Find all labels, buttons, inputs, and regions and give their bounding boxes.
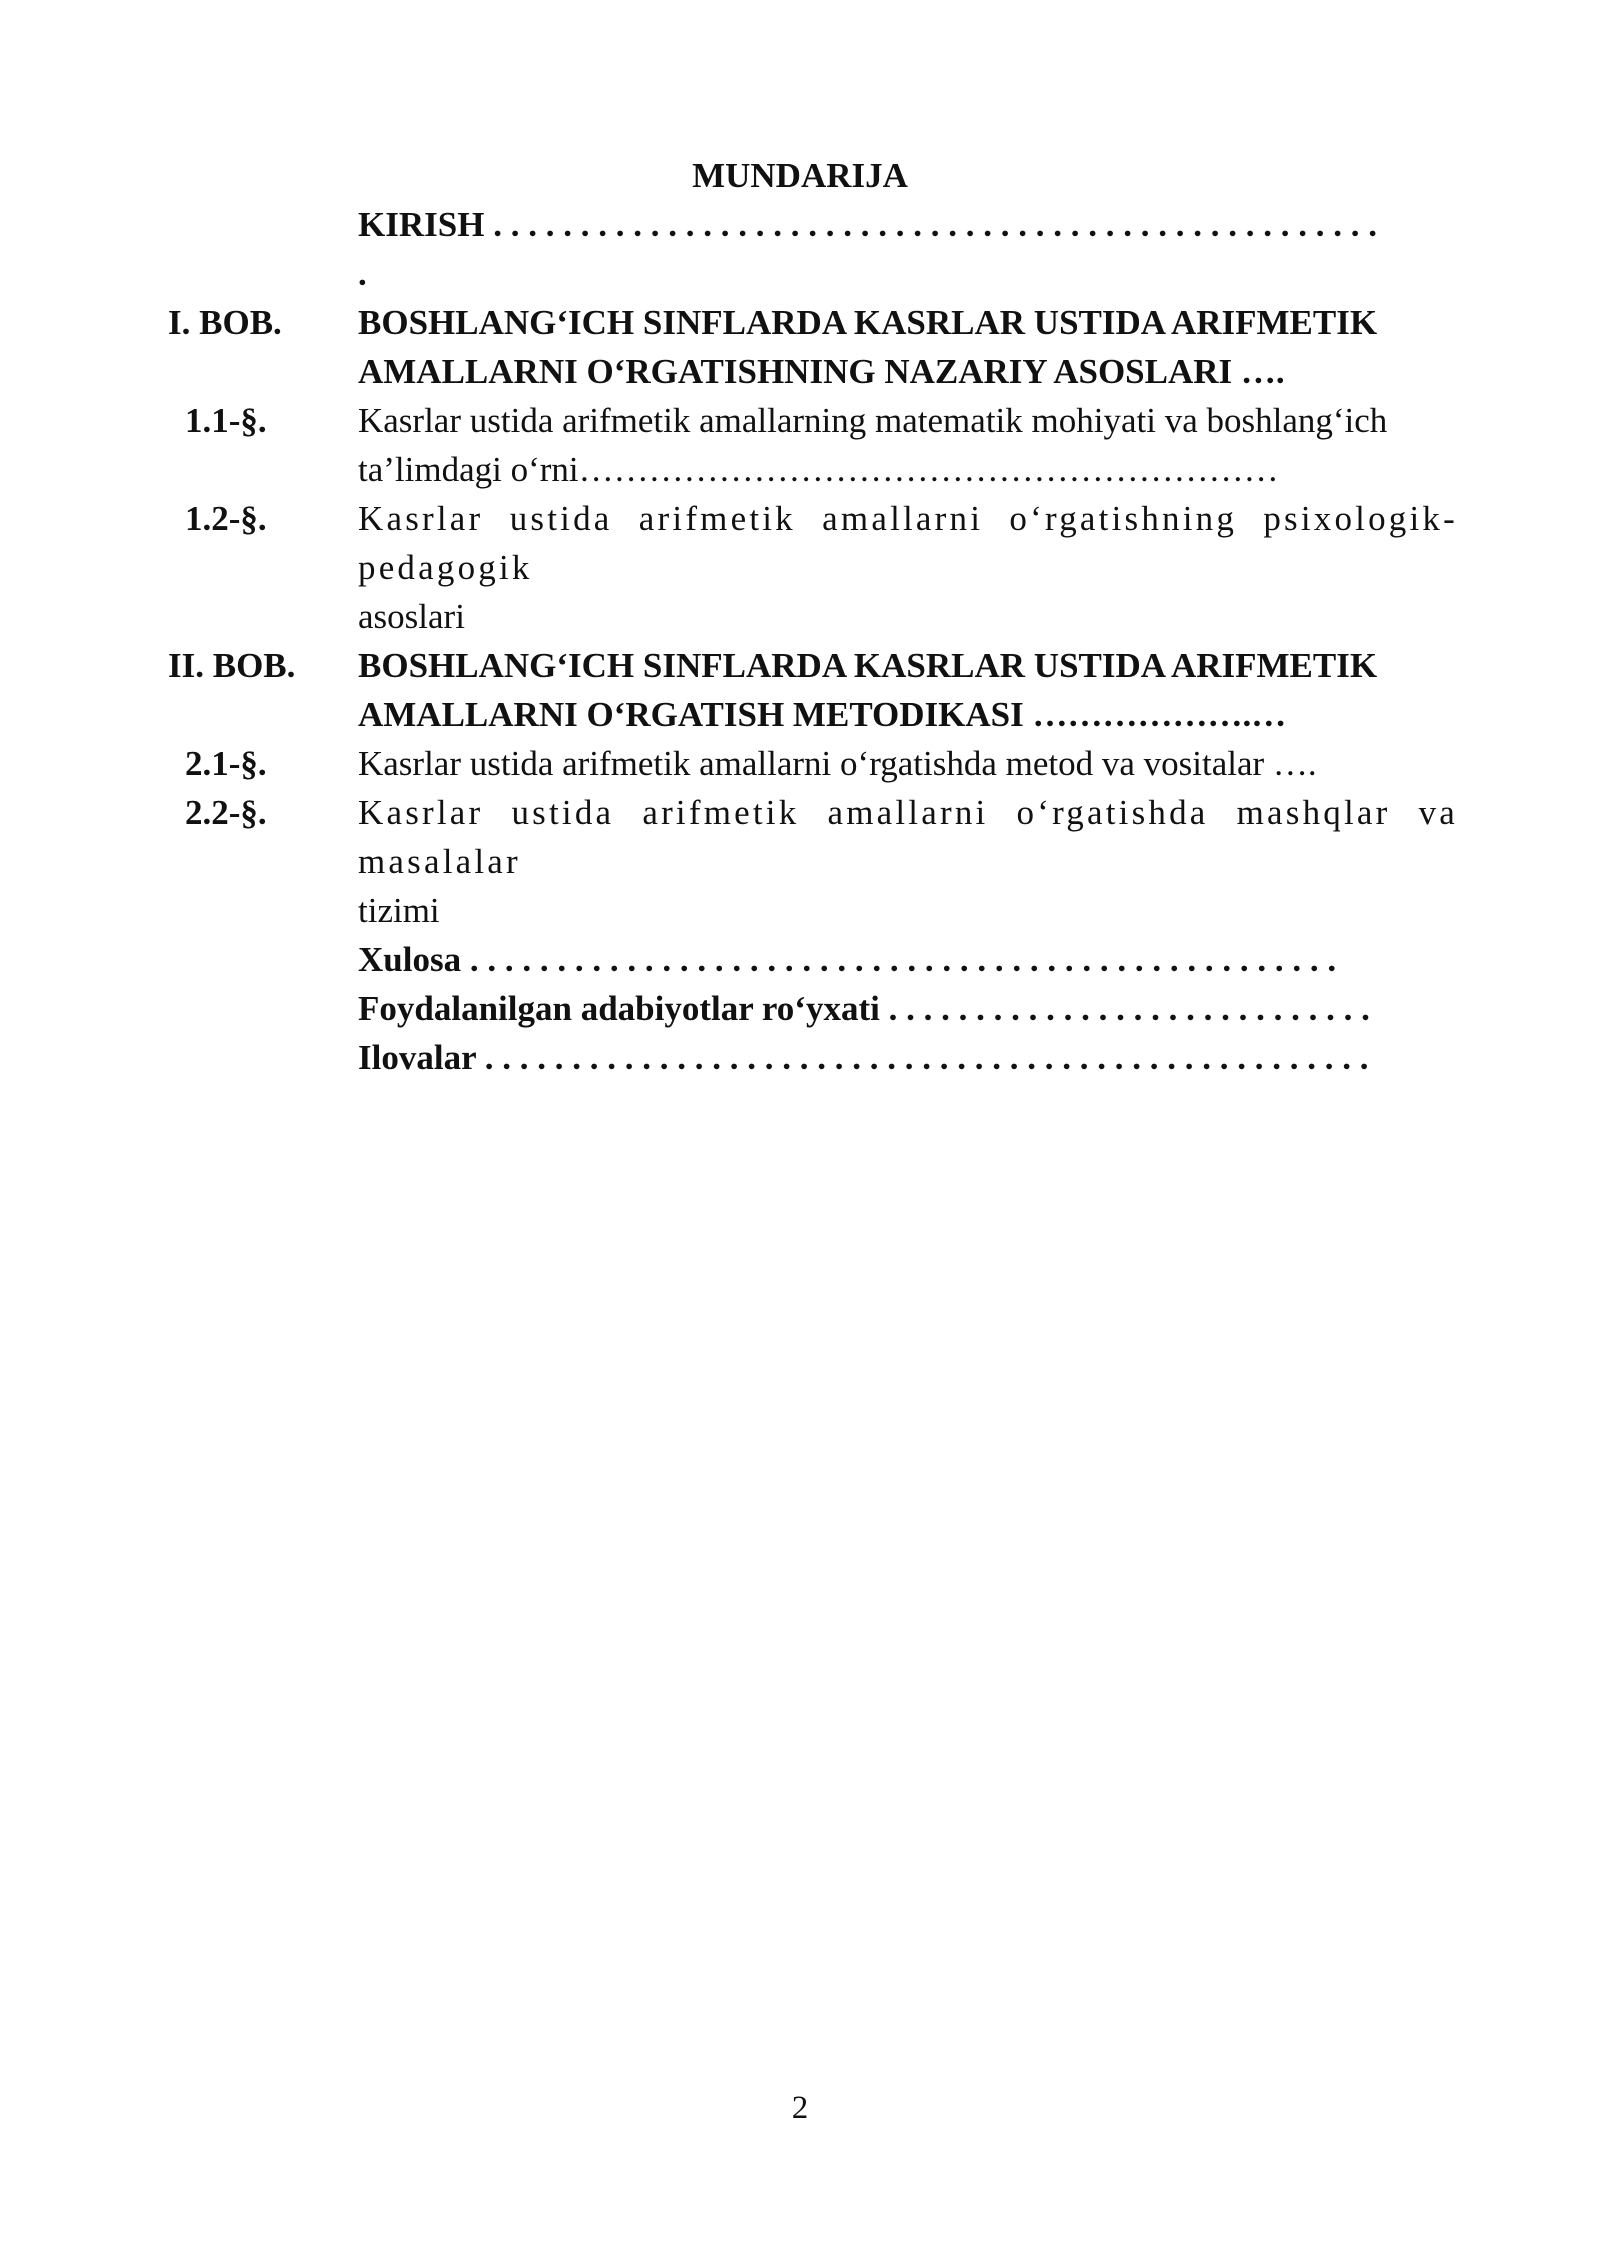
toc-entry-intro — [168, 200, 1458, 298]
toc-entry-text: KIRISH — [358, 205, 485, 244]
toc-entry-text: BOSHLANG‘ICH SINFLARDA KASRLAR USTIDA ARIFMETIK — [358, 303, 1378, 342]
toc-entry-text: Kasrlar ustida arifmetik amallarni o‘rgatishda metod va vositalar …. — [358, 744, 1317, 783]
toc-entry-section-2-2 — [168, 788, 1458, 935]
toc-entry-label: I. BOB. — [168, 303, 282, 342]
toc-entry-section-1-1 — [168, 396, 1458, 494]
toc-leader-dots: . . . . . . . . . . . . . . . . . . . . . . . . . . . . — [888, 989, 1370, 1028]
toc-entry-text-cont: AMALLARNI O‘RGATISH METODIKASI ……………….… — [358, 695, 1287, 734]
toc-entry-text: Kasrlar ustida arifmetik amallarning matematik mohiyati va boshlang‘ich — [358, 401, 1388, 440]
toc-entry-appendix — [168, 1033, 1458, 1082]
toc-entry-text: Kasrlar ustida arifmetik amallarni o‘rgatishning psixologik-pedagogik — [358, 499, 1458, 587]
toc-entry-conclusion — [168, 935, 1458, 984]
toc-entry-references — [168, 984, 1458, 1033]
toc-entry-text-cont: asoslari — [358, 597, 465, 636]
toc-entry-text: Xulosa — [358, 940, 462, 979]
toc-leader-dots: . . . . . . . . . . . . . . . . . . . . . . . . . . . . . . . . . . . . . . . . . . . . . . . . . . . — [493, 205, 1377, 244]
toc-entry-label: II. BOB. — [168, 646, 296, 685]
page-number: 2 — [791, 2090, 809, 2126]
toc-entry-label: 1.2-§. — [185, 499, 267, 538]
toc-entry-text-cont: tizimi — [358, 891, 440, 930]
toc-entry-text-cont: ta’limdagi o‘rni…………………………………………………… — [358, 450, 1279, 489]
toc-entry-chapter-1 — [168, 298, 1458, 396]
table-of-contents — [168, 200, 1458, 1082]
toc-entry-label: 1.1-§. — [185, 401, 267, 440]
toc-entry-text: Foydalanilgan adabiyotlar ro‘yxati — [358, 989, 880, 1028]
toc-entry-section-2-1 — [168, 739, 1458, 788]
toc-entry-label: 2.1-§. — [185, 744, 267, 783]
toc-entry-text: Kasrlar ustida arifmetik amallarni o‘rgatishda mashqlar va masalalar — [358, 793, 1458, 881]
toc-entry-section-1-2 — [168, 494, 1458, 641]
toc-entry-text-cont: AMALLARNI O‘RGATISHNING NAZARIY ASOSLARI …. — [358, 352, 1285, 391]
toc-leader-dots: . . . . . . . . . . . . . . . . . . . . . . . . . . . . . . . . . . . . . . . . . . . . . . . . . . — [469, 940, 1337, 979]
toc-entry-text: Ilovalar — [358, 1038, 476, 1077]
toc-leader-dots: . . . . . . . . . . . . . . . . . . . . . . . . . . . . . . . . . . . . . . . . . . . . . . . . . . . — [484, 1038, 1369, 1077]
toc-title: MUNDARIJA — [692, 156, 908, 195]
toc-entry-label: 2.2-§. — [185, 793, 267, 832]
toc-leader-dot-tail: . — [358, 254, 367, 293]
toc-entry-chapter-2 — [168, 641, 1458, 739]
toc-entry-text: BOSHLANG‘ICH SINFLARDA KASRLAR USTIDA ARIFMETIK — [358, 646, 1378, 685]
